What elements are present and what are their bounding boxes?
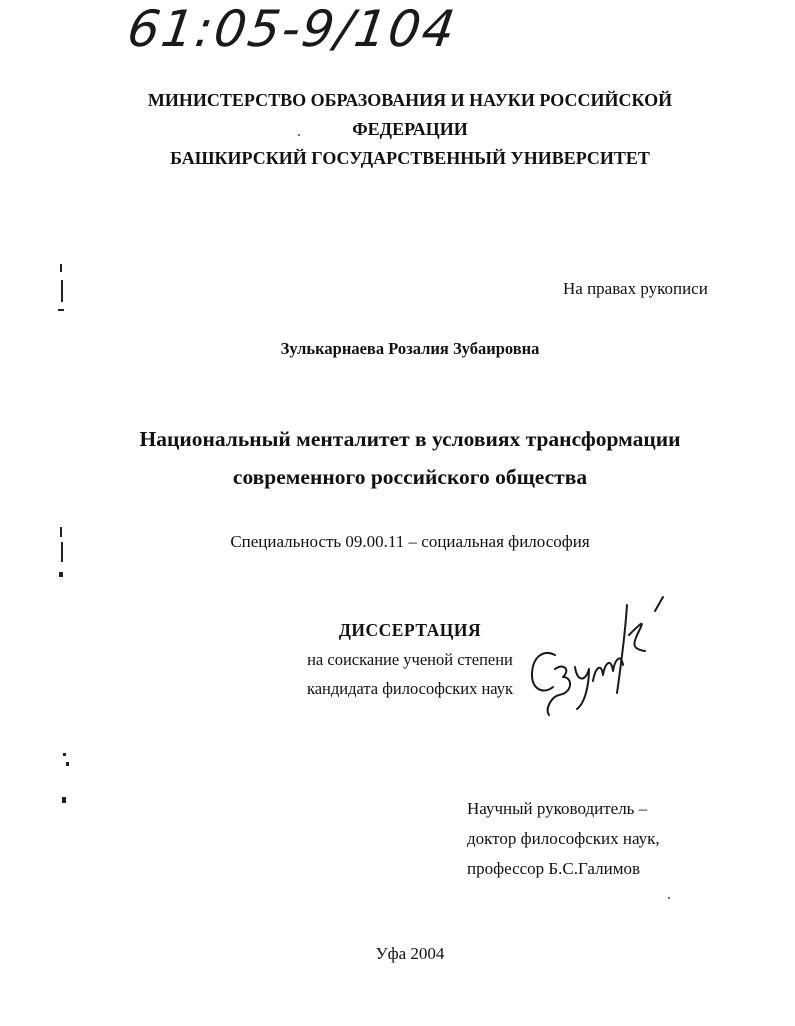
margin-mark (61, 280, 63, 302)
margin-mark (58, 309, 64, 311)
supervisor-line-2: доктор философских наук, (467, 829, 660, 848)
degree-line-2: кандидата философских наук (306, 679, 514, 698)
dissertation-heading: ДИССЕРТАЦИЯ (338, 620, 482, 640)
speck (298, 134, 300, 136)
author-name: Зулькарнаева Розалия Зубаировна (280, 339, 540, 358)
speck (668, 897, 670, 899)
degree-line-1: на соискание ученой степени (307, 650, 513, 669)
place-year: Уфа 2004 (375, 944, 445, 963)
university-name: БАШКИРСКИЙ ГОСУДАРСТВЕННЫЙ УНИВЕРСИТЕТ (170, 148, 650, 168)
signature-stroke (629, 624, 645, 651)
margin-mark (62, 797, 66, 803)
margin-mark (59, 572, 63, 577)
thesis-title-line-2: современного российского общества (232, 465, 588, 489)
signature-stroke (617, 605, 627, 693)
signature-stroke (655, 597, 663, 611)
manuscript-rights: На правах рукописи (563, 279, 708, 298)
signature-stroke (548, 667, 570, 715)
signature-stroke (575, 667, 589, 709)
ministry-line-2: ФЕДЕРАЦИИ (352, 119, 468, 139)
archive-code: 61:05-9/104 (123, 0, 461, 58)
margin-mark (63, 753, 66, 756)
signature-stroke (532, 653, 555, 691)
supervisor-line-3: профессор Б.С.Галимов (467, 859, 640, 878)
ministry-line-1: МИНИСТЕРСТВО ОБРАЗОВАНИЯ И НАУКИ РОССИЙСКОЙ (147, 90, 673, 110)
margin-mark (66, 762, 69, 766)
margin-mark (60, 264, 62, 272)
thesis-title-line-1: Национальный менталитет в условиях трансформации (139, 427, 681, 451)
supervisor-line-1: Научный руководитель – (467, 799, 648, 818)
signature (515, 585, 675, 725)
specialty: Специальность 09.00.11 – социальная философия (230, 532, 590, 551)
